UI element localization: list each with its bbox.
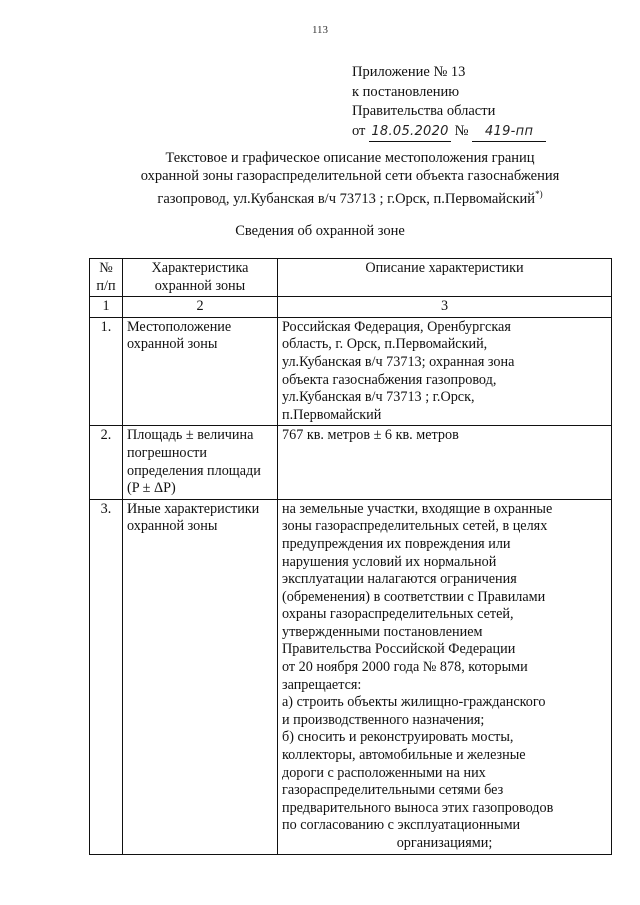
row-number: 2. — [90, 426, 123, 499]
description-line: на земельные участки, входящие в охранные — [282, 500, 553, 517]
row-description — [278, 499, 612, 854]
appendix-line-3: Правительства области — [352, 103, 496, 119]
characteristic-line: Площадь ± величина — [127, 427, 254, 444]
row-number: 1. — [90, 317, 123, 426]
index-cell-3: 3 — [278, 297, 612, 318]
description-line: предварительного выноса этих газопроводов — [282, 799, 554, 816]
header-characteristic-line-2: охранной зоны — [154, 277, 246, 294]
description-line: ул.Кубанская в/ч 73713; охранная зона — [282, 353, 515, 370]
handwritten-date: 18.05.2020 — [369, 122, 451, 143]
description-line: область, г. Орск, п.Первомайский, — [282, 336, 488, 353]
title-line-2: охранной зоны газораспределительной сети объекта газоснабжения — [140, 168, 560, 184]
description-line: по согласованию с эксплуатационными — [282, 817, 521, 834]
from-label: от — [352, 122, 366, 139]
description-line: эксплуатации налагаются ограничения — [282, 571, 517, 588]
table-header-row — [90, 259, 612, 297]
row-characteristic — [123, 317, 278, 426]
title-line-1: Текстовое и графическое описание местоположения границ — [165, 150, 535, 166]
row-number: 3. — [90, 499, 123, 854]
description-line: а) строить объекты жилищно-гражданского — [282, 694, 546, 711]
description-line: нарушения условий их нормальной — [282, 553, 497, 570]
appendix-line-2: к постановлению — [352, 83, 460, 100]
description-line: предупреждения их повреждения или — [282, 535, 511, 552]
appendix-line-1: Приложение № 13 — [352, 64, 466, 80]
header-number-line-2: п/п — [96, 277, 116, 294]
index-cell-1: 1 — [90, 297, 123, 318]
table-index-row — [90, 297, 612, 318]
table-row — [90, 317, 612, 426]
title-line-3 — [80, 185, 620, 208]
description-line: организациями; — [396, 835, 493, 851]
row-description — [278, 317, 612, 426]
appendix-date-line — [352, 122, 592, 143]
description-line: (обременения) в соответствии с Правилами — [282, 588, 546, 605]
number-label: № — [454, 122, 469, 139]
header-characteristic-line-1: Характеристика — [151, 260, 249, 276]
description-line: 767 кв. метров ± 6 кв. метров — [282, 427, 459, 444]
table-row — [90, 499, 612, 854]
description-line: объекта газоснабжения газопровод, — [282, 371, 497, 388]
characteristic-line: определения площади — [127, 462, 261, 479]
description-line: газораспределительными сетями без — [282, 782, 504, 799]
table-row — [90, 426, 612, 499]
description-line: п.Первомайский — [282, 406, 382, 423]
characteristic-line: охранной зоны — [127, 518, 218, 535]
row-description — [278, 426, 612, 499]
characteristic-line: погрешности — [127, 444, 207, 461]
description-line: б) сносить и реконструировать мосты, — [282, 729, 514, 746]
document-title — [80, 149, 620, 208]
description-line: охраны газораспределительных сетей, — [282, 606, 514, 623]
description-line: запрещается: — [282, 676, 362, 693]
header-description: Описание характеристики — [278, 259, 612, 297]
footnote-mark: *) — [535, 189, 543, 199]
title-line-3-text: газопровод, ул.Кубанская в/ч 73713 ; г.Орск, п.Первомайский — [157, 190, 536, 207]
characteristic-line: Иные характеристики — [127, 500, 260, 517]
zone-info-table — [89, 258, 612, 855]
description-line: Правительства Российской Федерации — [282, 641, 516, 658]
header-number — [90, 259, 123, 297]
description-line: ул.Кубанская в/ч 73713 ; г.Орск, — [282, 389, 475, 406]
characteristic-line: охранной зоны — [127, 336, 218, 353]
header-characteristic — [123, 259, 278, 297]
row-characteristic — [123, 426, 278, 499]
description-line: утвержденными постановлением — [282, 623, 483, 640]
description-line: зоны газораспределительных сетей, в целях — [282, 518, 548, 535]
appendix-block — [352, 63, 592, 142]
row-characteristic — [123, 499, 278, 854]
description-line: Российская Федерация, Оренбургская — [282, 318, 511, 335]
description-line: и производственного назначения; — [282, 711, 485, 728]
characteristic-line: Местоположение — [127, 318, 232, 335]
header-number-line-1: № — [99, 260, 113, 276]
section-subtitle: Сведения об охранной зоне — [235, 223, 405, 239]
description-line: коллекторы, автомобильные и железные — [282, 747, 526, 764]
description-line: от 20 ноября 2000 года № 878, которыми — [282, 659, 528, 676]
description-line: дороги с расположенными на них — [282, 764, 486, 781]
page-number: 113 — [311, 24, 329, 36]
handwritten-number: 419-пп — [472, 122, 546, 143]
index-cell-2: 2 — [123, 297, 278, 318]
characteristic-line: (P ± ΔP) — [127, 480, 176, 497]
